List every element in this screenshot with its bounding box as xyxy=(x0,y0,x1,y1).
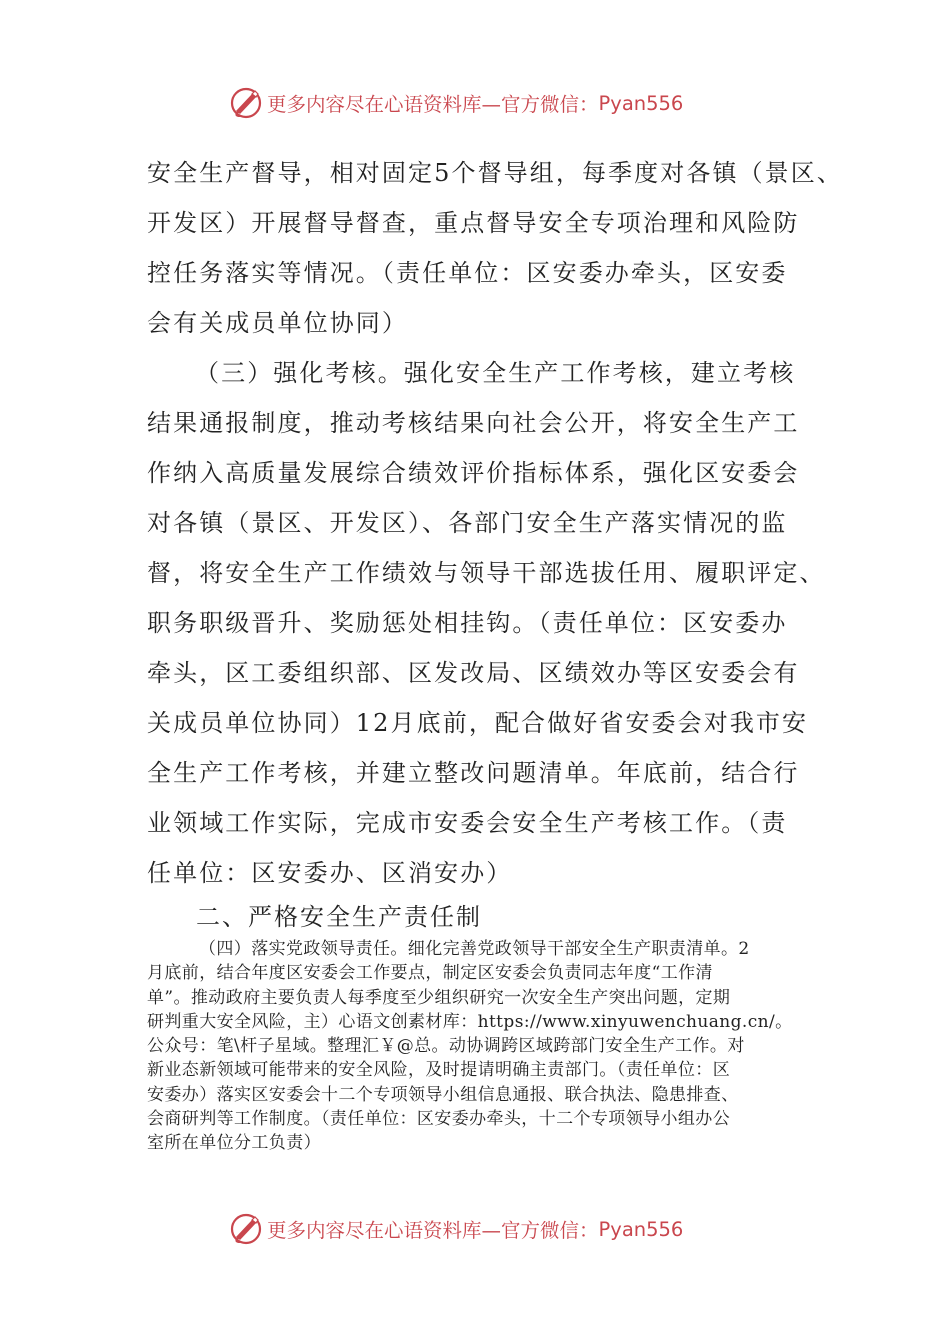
body-line: 督，将安全生产工作绩效与领导干部选拔任用、履职评定、 xyxy=(147,559,826,587)
small-line: （四）落实党政领导责任。细化完善党政领导干部安全生产职责清单。2 xyxy=(199,939,750,959)
body-line: 职务职级晋升、奖励惩处相挂钩。（责任单位：区安委办 xyxy=(147,609,788,637)
small-line: 公众号：笔\杆子星域。整理汇￥@总。动协调跨区域跨部门安全生产工作。对 xyxy=(147,1036,745,1057)
pen-swirl-logo-icon xyxy=(228,85,264,121)
banner-text: 更多内容尽在心语资料库—官方微信： xyxy=(267,1219,599,1242)
small-paragraph xyxy=(147,937,847,1156)
header-watermark-banner xyxy=(228,83,683,123)
footer-watermark-banner xyxy=(228,1209,683,1249)
body-line: 牵头，区工委组织部、区发改局、区绩效办等区安委会有 xyxy=(147,659,800,687)
body-line: 关成员单位协同）12月底前，配合做好省安委会对我市安 xyxy=(147,709,809,737)
small-line: 研判重大安全风险，主）心语文创素材库：https://www.xinyuwenchuang.cn/。 xyxy=(147,1011,793,1032)
body-line: 任单位：区安委办、区消安办） xyxy=(147,859,513,887)
body-line: 业领域工作实际，完成市安委会安全生产考核工作。（责 xyxy=(147,809,788,837)
banner-wechat-id: Pyan556 xyxy=(598,1217,684,1241)
small-line: 新业态新领域可能带来的安全风险，及时提请明确主责部门。（责任单位：区 xyxy=(147,1060,731,1081)
body-line: 安全生产督导，相对固定5个督导组，每季度对各镇（景区、 xyxy=(147,159,843,187)
body-line: 会有关成员单位协同） xyxy=(147,309,408,337)
document-body xyxy=(147,148,843,898)
body-line: 全生产工作考核，并建立整改问题清单。年底前，结合行 xyxy=(147,759,800,787)
small-line: 室所在单位分工负责） xyxy=(147,1133,321,1154)
banner-text: 更多内容尽在心语资料库—官方微信： xyxy=(267,93,599,116)
banner-wechat-id: Pyan556 xyxy=(598,91,684,115)
small-line: 会商研判等工作制度。（责任单位：区安委办牵头，十二个专项领导小组办公 xyxy=(147,1109,731,1130)
small-line: 安委办）落实区安委会十二个专项领导小组信息通报、联合执法、隐患排查、 xyxy=(147,1084,739,1105)
section-heading: 二、严格安全生产责任制 xyxy=(196,903,482,931)
small-line: 月底前，结合年度区安委会工作要点，制定区安委会负责同志年度“工作清 xyxy=(147,963,713,984)
body-line: 开发区）开展督导督查，重点督导安全专项治理和风险防 xyxy=(147,209,800,237)
small-line: 单”。推动政府主要负责人每季度至少组织研究一次安全生产突出问题，定期 xyxy=(147,987,731,1008)
body-line: 作纳入高质量发展综合绩效评价指标体系，强化区安委会 xyxy=(147,459,800,487)
body-line: 结果通报制度，推动考核结果向社会公开，将安全生产工 xyxy=(147,409,800,437)
pen-swirl-logo-icon xyxy=(228,1211,264,1247)
paragraph-3-start: （三）强化考核。强化安全生产工作考核，建立考核 xyxy=(195,359,796,387)
body-line: 对各镇（景区、开发区）、各部门安全生产落实情况的监 xyxy=(147,509,788,537)
body-line: 控任务落实等情况。（责任单位：区安委办牵头，区安委 xyxy=(147,259,788,287)
